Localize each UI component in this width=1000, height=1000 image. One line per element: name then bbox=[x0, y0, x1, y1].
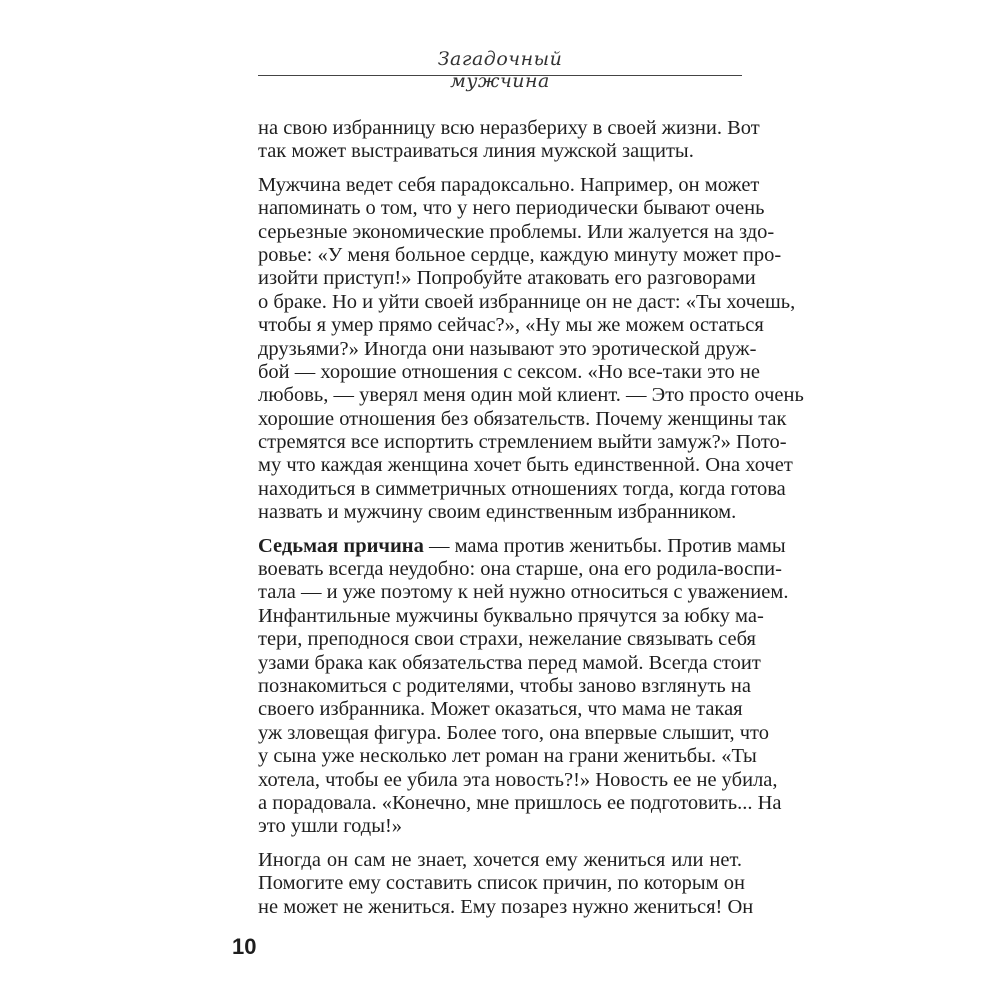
text-line: у сына уже несколько лет роман на грани женитьбы. «Ты bbox=[258, 745, 757, 768]
text-line: Мужчина ведет себя парадоксально. Например, он может bbox=[258, 173, 760, 196]
text-line: тери, преподнося свои страхи, нежелание связывать себя bbox=[258, 628, 756, 651]
header-rule bbox=[258, 75, 742, 76]
text-line: хорошие отношения без обязательств. Почему женщины так bbox=[258, 407, 787, 430]
text-line: ровье: «У меня больное сердце, каждую минуту может про- bbox=[258, 243, 782, 266]
paragraph-3 bbox=[258, 534, 789, 839]
text-line: узами брака как обязательства перед мамой. Всегда стоит bbox=[258, 651, 761, 674]
text-line: напоминать о том, что у него периодически бывают очень bbox=[258, 197, 765, 220]
text-line: Иногда он сам не знает, хочется ему жениться или нет. bbox=[258, 848, 742, 871]
text-line: изойти приступ!» Попробуйте атаковать его разговорами bbox=[258, 267, 756, 290]
paragraph-4 bbox=[258, 848, 754, 919]
text-line: хотела, чтобы ее убила эта новость?!» Новость ее не убила, bbox=[258, 768, 778, 791]
page-number: 10 bbox=[232, 934, 257, 959]
text-line: Помогите ему составить список причин, по которым он bbox=[258, 872, 745, 895]
paragraph-1 bbox=[258, 117, 760, 164]
text-line: это ушли годы!» bbox=[258, 815, 403, 838]
text-line: не может не жениться. Ему позарез нужно жениться! Он bbox=[258, 895, 754, 918]
text-line: находиться в симметричных отношениях тогда, когда готова bbox=[258, 477, 786, 500]
text-line: а порадовала. «Конечно, мне пришлось ее подготовить... На bbox=[258, 791, 782, 814]
text-line: стремятся все испортить стремлением выйти замуж?» Пото- bbox=[258, 431, 787, 454]
text-line: любовь, — уверял меня один мой клиент. — Это просто очень bbox=[258, 384, 804, 407]
text-line: уж зловещая фигура. Более того, она впервые слышит, что bbox=[258, 721, 769, 744]
text-line: назвать и мужчину своим единственным избранником. bbox=[258, 501, 737, 524]
text-line: о браке. Но и уйти своей избраннице он не даст: «Ты хочешь, bbox=[258, 290, 796, 313]
text-line: чтобы я умер прямо сейчас?», «Ну мы же можем остаться bbox=[258, 314, 764, 337]
section-lead: Седьмая причина bbox=[258, 534, 424, 557]
text-line bbox=[258, 534, 786, 558]
text-line: бой — хорошие отношения с сексом. «Но все-таки это не bbox=[258, 360, 760, 383]
text-line: так может выстраиваться линия мужской защиты. bbox=[258, 140, 694, 163]
text-line: познакомиться с родителями, чтобы заново взглянуть на bbox=[258, 674, 751, 697]
running-head: Загадочный мужчина bbox=[437, 48, 563, 92]
text-line: му что каждая женщина хочет быть единственной. Она хочет bbox=[258, 454, 793, 477]
lead-continuation: — мама против женитьбы. Против мамы bbox=[423, 534, 786, 557]
text-line: Инфантильные мужчины буквально прячутся за юбку ма- bbox=[258, 604, 764, 627]
text-line: серьезные экономические проблемы. Или жалуется на здо- bbox=[258, 220, 775, 243]
text-line: на свою избранницу всю неразбериху в своей жизни. Вот bbox=[258, 117, 760, 139]
text-line: воевать всегда неудобно: она старше, она его родила-воспи- bbox=[258, 558, 782, 581]
text-line: друзьями?» Иногда они называют это эротической друж- bbox=[258, 337, 757, 360]
body-text bbox=[258, 117, 804, 929]
paragraph-2 bbox=[258, 173, 804, 525]
text-line: своего избранника. Может оказаться, что мама не такая bbox=[258, 698, 743, 721]
text-line: тала — и уже поэтому к ней нужно относиться с уважением. bbox=[258, 581, 789, 604]
